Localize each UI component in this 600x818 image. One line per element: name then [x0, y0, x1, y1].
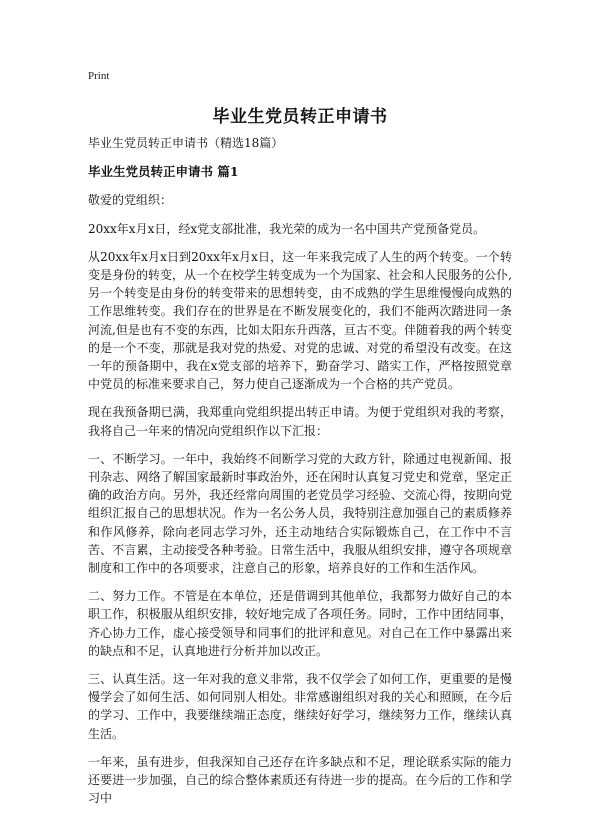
- paragraph-4: 一、不断学习。一年中，我始终不间断学习党的大政方针，除通过电视新闻、报刊杂志、网络了解国家最新时事政治外，还在闲时认真复习党史和党章，坚定正确的政治方向。另外，我还经常向周围的老党员学习经验、交流心得，按期向党组织汇报自己的思想状况。作为一名公务人员，我特别注意加强自己的素质修养和作风修养，除向老同志学习外，还主动地结合实际锻炼自己，在工作中不言苦、不言累，主动接受各种考验。日常生活中，我服从组织安排，遵守各项规章制度和工作中的各项要求，注意自己的形象，培养良好的工作和生活作风。: [88, 451, 512, 576]
- paragraph-3: 现在我预备期已满，我郑重向党组织提出转正申请。为便于党组织对我的考察，我将自己一年来的情况向党组织作以下汇报：: [88, 405, 512, 438]
- document-title: 毕业生党员转正申请书: [212, 107, 388, 127]
- paragraph-1: 20xx年x月x日，经x党支部批准，我光荣的成为一名中国共产党预备党员。: [88, 221, 486, 236]
- paragraph-5: 二、努力工作。不管是在本单位，还是借调到其他单位，我都努力做好自己的本职工作，积极服从组织安排，较好地完成了各项任务。同时，工作中团结同事，齐心协力工作，虚心接受领导和同事们的批评和意见。对自己在工作中暴露出来的缺点和不足，认真地进行分析并加以改正。: [88, 589, 512, 658]
- document-body: [88, 134, 512, 818]
- paragraph-6: 三、认真生活。这一年对我的意义非常，我不仅学会了如何工作，更重要的是慢慢学会了如何生活、如何同别人相处。非常感谢组织对我的关心和照顾，在今后的学习、工作中，我要继续端正态度，继续好好学习，继续努力工作，继续认真生活。: [88, 672, 512, 741]
- print-label: Print: [88, 70, 110, 82]
- section-heading: 毕业生党员转正申请书 篇1: [88, 164, 239, 180]
- salutation: 敬爱的党组织：: [88, 193, 173, 208]
- document-subtitle: 毕业生党员转正申请书（精选18篇）: [88, 136, 284, 150]
- paragraph-7: 一年来，虽有进步，但我深知自己还存在许多缺点和不足，理论联系实际的能力还要进一步加强，自己的综合整体素质还有待进一步的提高。在今后的工作和学习中: [88, 754, 512, 806]
- paragraph-2: 从20xx年x月x日到20xx年x月x日，这一年来我完成了人生的两个转变。一个转变是身份的转变，从一个在校学生转变成为一个为国家、社会和人民服务的公仆,另一个转变是由身份的转变带来的思想转变，由不成熟的学生思维慢慢向成熟的工作思维转变。我们存在的世界是在不断发展变化的，我们不能两次踏进同一条河流,但是也有不变的东西，比如太阳东升西落，亘古不变。伴随着我的两个转变的是一个不变，那就是我对党的热爱、对党的忠诚、对党的希望没有改变。在这一年的预备期中，我在x党支部的培养下，勤奋学习、踏实工作，严格按照党章中党员的标准来要求自己，努力使自己逐渐成为一个合格的共产党员。: [88, 249, 512, 392]
